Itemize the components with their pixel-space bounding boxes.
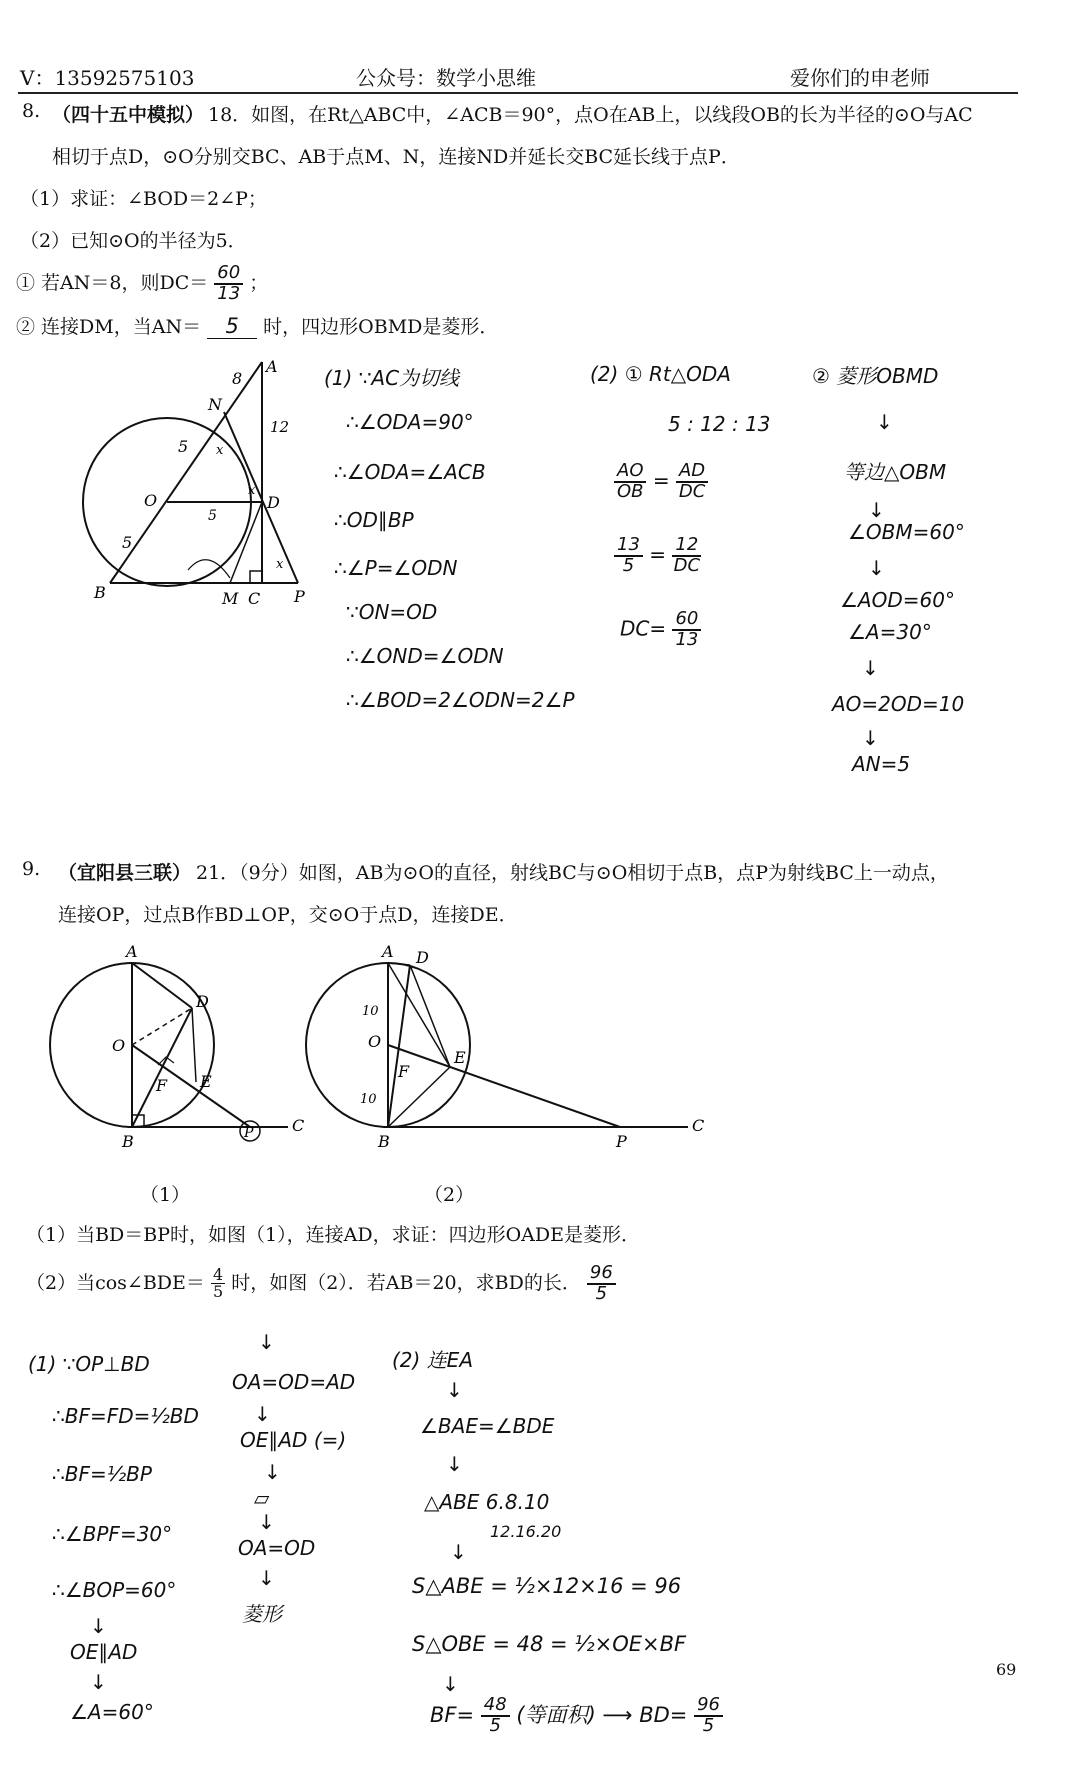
q9-hw-col1-line7: ∠A=60° [70, 1700, 154, 1724]
q9-hw-col3-line2: ∠BAE=∠BDE [420, 1414, 555, 1438]
q9-hw-col1-line6: OE∥AD [70, 1640, 138, 1664]
q8-hw-col2-prop2 [614, 536, 701, 576]
q8-sub2 [16, 312, 498, 339]
q9f1-label-B: B [122, 1132, 134, 1151]
q9-line2: 连接OP，过点B作BD⊥OP，交⊙O于点D，连接DE． [58, 904, 518, 926]
q9f2-line-AD [388, 963, 410, 965]
q9-part2-frac [211, 1267, 225, 1300]
q8-sub1 [16, 264, 268, 304]
q8-hw-col3-arrow1: ↓ [876, 410, 893, 434]
q9f2-label-O: O [368, 1032, 382, 1051]
q9f1-label-P: P [244, 1125, 254, 1141]
q9-hw-col2-arrow1: ↓ [258, 1330, 275, 1354]
q8-hw-col1-line3: ∴∠ODA=∠ACB [334, 460, 486, 484]
q8-hw-col1-line6: ∵ON=OD [346, 600, 438, 624]
q9-hw-col3-line3: △ABE 6.8.10 [424, 1490, 550, 1514]
q8-line2: 相切于点D，⊙O分别交BC、AB于点M、N，连接ND并延长交BC延长线于点P． [52, 146, 740, 168]
q9-hw-col2-arrow5: ↓ [258, 1566, 275, 1590]
page-number: 69 [996, 1660, 1017, 1679]
q9f1-label-D: D [196, 992, 209, 1011]
q8-prop2-rn: 12 [672, 536, 701, 557]
q9-hw-col2-line3: ▱ [254, 1486, 270, 1510]
q9-hw-col1-line1: (1) ∵OP⊥BD [28, 1352, 150, 1376]
q8-prop1-rn: AD [676, 462, 708, 483]
q9-final-den1: 5 [489, 1714, 501, 1736]
q8-hw-col3-line3: ∠OBM=60° [848, 520, 965, 544]
q9f2-label-F: F [398, 1062, 410, 1081]
q8-len-OB: 5 [122, 533, 133, 552]
q9f1-label-O: O [112, 1036, 126, 1055]
q8-len-AD: 12 [270, 418, 290, 436]
q8-result-label: DC= [620, 616, 667, 641]
q9-part2-den: 5 [212, 1282, 224, 1302]
q8-prop1-rd: DC [678, 480, 706, 502]
q9-hw-col1-line4: ∴∠BPF=30° [52, 1522, 173, 1546]
q8-hw-col2-title: (2) ① Rt△ODA [590, 362, 731, 386]
q8-hw-col3-line1: ② 菱形OBMD [812, 364, 939, 388]
q8-prop1-eq: = [652, 468, 676, 493]
q8-source: （四十五中模拟） [52, 104, 205, 126]
q8-hw-col1-line7: ∴∠OND=∠ODN [346, 644, 504, 668]
q9f2-line-DE [410, 965, 450, 1067]
q9f2-label-A: A [382, 942, 394, 961]
q8-hw-col3-arrow5: ↓ [862, 726, 879, 750]
q8-result-den: 13 [675, 628, 699, 650]
q9-part2-num: 4 [212, 1265, 224, 1285]
q9-hw-col2-line4: OA=OD [238, 1536, 316, 1560]
q9-hw-col3-arrow1: ↓ [446, 1378, 463, 1402]
q8-hw-col2-result [620, 610, 701, 650]
q8-prop1-ld: OB [616, 480, 644, 502]
q9f1-label-E: E [200, 1072, 212, 1091]
q9f2-label-D: D [416, 948, 429, 967]
q8-hw-col1-line2: ∴∠ODA=90° [346, 410, 474, 434]
header-contact: V：13592575103 [20, 66, 195, 90]
q9-hw-col2-arrow3: ↓ [264, 1460, 281, 1484]
q9-hw-col1-line5: ∴∠BOP=60° [52, 1578, 177, 1602]
q8-hw-col1-line4: ∴OD∥BP [334, 508, 414, 532]
q9-hw-col3-line5: S△ABE = ½×12×16 = 96 [412, 1574, 682, 1598]
q9-final-num1: 48 [481, 1696, 510, 1717]
q8-len-OD: 5 [208, 508, 217, 524]
q9f2-len-AO: 10 [362, 1004, 379, 1019]
q9f2-label-B: B [378, 1132, 390, 1151]
header-account: 公众号：数学小思维 [356, 66, 536, 90]
header-rule [18, 92, 1018, 94]
q9-hw-col2-line2: OE∥AD (=) [240, 1428, 347, 1452]
q9f1-line-OP [132, 1045, 250, 1127]
q9f1-label-C: C [292, 1116, 305, 1135]
q8-hw-col3-line2: 等边△OBM [844, 460, 947, 484]
q8-len-AN: 8 [232, 369, 243, 388]
q8-figure [80, 350, 340, 620]
q9-figure-2 [300, 935, 705, 1151]
q8-hw-col2-ratio: 5 : 12 : 13 [668, 412, 771, 436]
q9-fig1-caption: （1） [140, 1184, 191, 1206]
q8-part1: （1）求证：∠BOD＝2∠P； [20, 188, 267, 210]
q9-final-mid: (等面积) ⟶ BD= [516, 1702, 688, 1727]
q8-sub1-answer [214, 264, 243, 304]
q9-hw-col2-line5: 菱形 [242, 1602, 282, 1626]
q8-result-frac [672, 610, 701, 650]
q8-hw-col3-line7: AN=5 [852, 752, 911, 776]
q9-final-num2: 96 [694, 1696, 723, 1717]
q8-sub1-text: ① 若AN＝8，则DC＝ [16, 271, 209, 294]
q8-sub1-den: 13 [217, 282, 241, 304]
q8-line1: 18．如图，在Rt△ABC中，∠ACB＝90°，点O在AB上，以线段OB的长为半径的⊙O与AC [208, 104, 973, 126]
q9-final-frac1 [481, 1696, 510, 1736]
q8-label-N: N [208, 395, 222, 414]
q8-label-A: A [266, 357, 278, 376]
q8-hw-col3-line5: ∠A=30° [848, 620, 932, 644]
q9-hw-col1-line3: ∴BF=½BP [52, 1462, 152, 1486]
q8-hw-col3-arrow3: ↓ [868, 556, 885, 580]
q8-prop2-ld: 5 [622, 554, 635, 576]
q9-hw-col2-line1: OA=OD=AD [232, 1370, 356, 1394]
q8-result-num: 60 [672, 610, 701, 631]
q8-prop1-ln: AO [614, 462, 646, 483]
q8-prop2-right [672, 536, 701, 576]
q9-part2-answer [587, 1264, 616, 1304]
q8-hw-col2-prop1 [614, 462, 708, 502]
q9f2-label-E: E [454, 1048, 466, 1067]
q8-sub1-post: ； [249, 271, 269, 294]
q8-hw-col1-line1: (1) ∵AC为切线 [324, 366, 460, 390]
q9-hw-col3-arrow4: ↓ [442, 1672, 459, 1696]
q9-final-frac2 [694, 1696, 723, 1736]
q9-hw-col2-arrow2: ↓ [254, 1402, 271, 1426]
q8-label-P: P [294, 587, 305, 606]
q9-hw-col3-line1: (2) 连EA [392, 1348, 474, 1372]
q8-hw-col3-line6: AO=2OD=10 [832, 692, 965, 716]
q9-line1: 21．（9分）如图，AB为⊙O的直径，射线BC与⊙O相切于点B，点P为射线BC上一动点， [196, 862, 949, 884]
q8-mark-x1: x [216, 443, 224, 458]
q9-part2 [26, 1264, 616, 1304]
q9-part1: （1）当BD＝BP时，如图（1），连接AD，求证：四边形OADE是菱形． [26, 1224, 640, 1246]
q9-hw-col3-line4: 12.16.20 [490, 1522, 562, 1541]
q9-fig2-caption: （2） [424, 1184, 475, 1206]
q9-hw-col3-arrow2: ↓ [446, 1452, 463, 1476]
q9f2-label-P: P [616, 1132, 627, 1151]
q9f2-line-OP [388, 1045, 620, 1127]
q9f2-len-OB: 10 [360, 1092, 377, 1107]
q8-prop1-right [676, 462, 708, 502]
q8-sub2-answer: 5 [207, 314, 257, 339]
q8-label-O: O [144, 491, 158, 510]
q9-final-label: BF= [430, 1702, 475, 1727]
q9f1-label-F: F [156, 1076, 168, 1095]
q9-hw-col1-arrow1: ↓ [90, 1614, 107, 1638]
q8-prop2-ln: 13 [614, 536, 643, 557]
q9-hw-col3-line6: S△OBE = 48 = ½×OE×BF [412, 1632, 687, 1656]
q8-mark-x2: x [248, 483, 256, 498]
q8-len-ON: 5 [178, 437, 189, 456]
q8-sub2-post: 时，四边形OBMD是菱形． [263, 316, 499, 338]
q8-sub1-num: 60 [214, 264, 243, 285]
q8-prop2-left [614, 536, 643, 576]
q9f1-label-A: A [126, 942, 138, 961]
q9-hw-col2-arrow4: ↓ [258, 1510, 275, 1534]
q9-number: 9. [22, 858, 41, 880]
q9-hw-col1-arrow2: ↓ [90, 1670, 107, 1694]
q8-hw-col3-line4: ∠AOD=60° [840, 588, 955, 612]
q9-final-den2: 5 [702, 1714, 715, 1736]
q8-hw-col3-arrow2: ↓ [868, 498, 885, 522]
q8-label-D: D [267, 493, 280, 512]
q8-right-angle-C [250, 571, 262, 583]
q9-part2-pre: （2）当cos∠BDE＝ [26, 1271, 205, 1294]
q9-figure-1 [40, 935, 310, 1151]
q8-hw-col1-line5: ∴∠P=∠ODN [334, 556, 458, 580]
q8-prop2-rd: DC [673, 554, 701, 576]
q9-ans-num: 96 [587, 1264, 616, 1285]
q8-label-B: B [94, 583, 106, 602]
q9-ans-den: 5 [595, 1282, 608, 1304]
q8-label-M: M [222, 589, 239, 608]
q8-hw-col3-arrow4: ↓ [862, 656, 879, 680]
q8-prop2-eq: = [649, 542, 673, 567]
q9-part2-post: 时，如图（2）．若AB＝20，求BD的长． [231, 1271, 581, 1294]
q9-hw-final [430, 1696, 723, 1736]
q8-mark-x3: x [276, 557, 284, 572]
q8-sub2-text: ② 连接DM，当AN＝ [16, 316, 202, 338]
q9f2-label-C: C [692, 1116, 705, 1135]
q8-line-AB [110, 362, 262, 583]
q8-label-C: C [248, 589, 261, 608]
q8-prop1-left [614, 462, 646, 502]
q9f1-line-DE [192, 1008, 196, 1082]
q8-part2: （2）已知⊙O的半径为5． [20, 230, 247, 252]
q9-source: （宜阳县三联） [58, 862, 192, 884]
q9-hw-col3-arrow3: ↓ [450, 1540, 467, 1564]
q8-number: 8. [22, 100, 41, 122]
q9-hw-col1-line2: ∴BF=FD=½BD [52, 1404, 199, 1428]
header-teacher: 爱你们的申老师 [790, 66, 930, 90]
q8-hw-col1-line8: ∴∠BOD=2∠ODN=2∠P [346, 688, 575, 712]
